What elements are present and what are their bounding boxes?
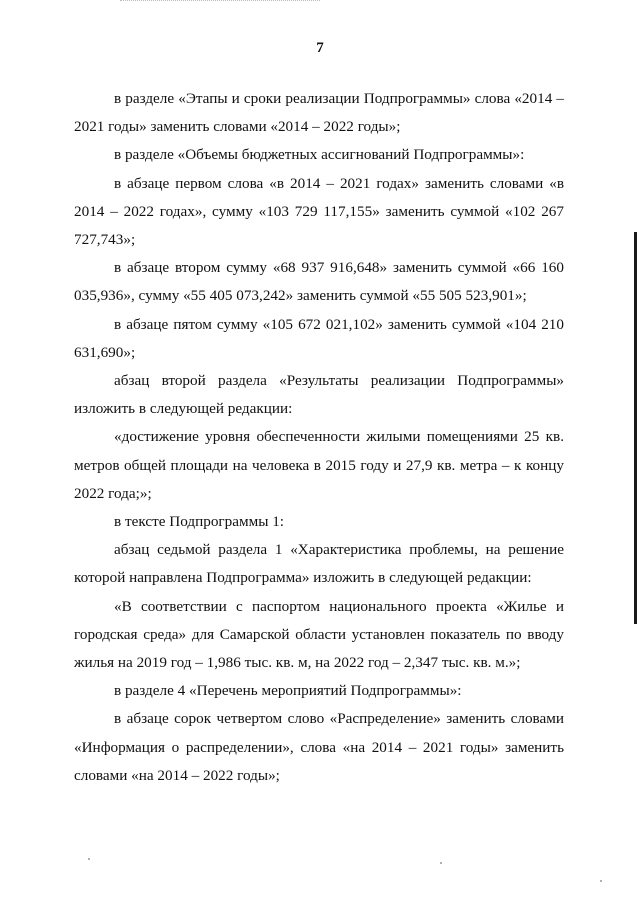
scan-speck: [88, 858, 90, 860]
scan-edge-bar: [634, 232, 637, 624]
paragraph: в абзаце первом слова «в 2014 – 2021 годах» заменить словами «в 2014 – 2022 годах», сумму «103 729 117,155» заменить суммой «102 267 727,743»;: [74, 174, 564, 249]
paragraph: в абзаце втором сумму «68 937 916,648» заменить суммой «66 160 035,936», сумму «55 405 073,242» заменить суммой «55 505 523,901»;: [74, 259, 564, 305]
paragraph: в абзаце пятом сумму «105 672 021,102» заменить суммой «104 210 631,690»;: [74, 315, 564, 361]
paragraph: «В соответствии с паспортом национального проекта «Жилье и городская среда» для Самарской области установлен показатель по вводу жилья на 2019 год – 1,986 тыс. кв. м, на 2022 год – 2,347 тыс. кв. м.»;: [74, 597, 564, 672]
scan-speck: [600, 880, 602, 882]
scan-artifact: [120, 0, 320, 4]
paragraph: абзац второй раздела «Результаты реализации Подпрограммы» изложить в следующей редакции:: [74, 372, 564, 418]
paragraph: в тексте Подпрограммы 1:: [114, 513, 285, 531]
paragraph: в разделе «Этапы и сроки реализации Подпрограммы» слова «2014 – 2021 годы» заменить словами «2014 – 2022 годы»;: [74, 90, 564, 136]
paragraph: в разделе 4 «Перечень мероприятий Подпрограммы»:: [114, 682, 462, 700]
paragraph: «достижение уровня обеспеченности жилыми помещениями 25 кв. метров общей площади на человека в 2015 году и 27,9 кв. метра – к концу 2022 года;»;: [74, 428, 564, 502]
paragraph: в разделе «Объемы бюджетных ассигнований Подпрограммы»:: [114, 146, 525, 164]
scan-speck: [440, 862, 442, 864]
document-body: [74, 85, 564, 790]
paragraph: в абзаце сорок четвертом слово «Распределение» заменить словами «Информация о распределении», слова «на 2014 – 2021 годы» заменить словами «на 2014 – 2022 годы»;: [74, 710, 564, 784]
page-number: 7: [316, 40, 324, 56]
paragraph: абзац седьмой раздела 1 «Характеристика проблемы, на решение которой направлена Подпрограмма» изложить в следующей редакции:: [74, 541, 564, 587]
